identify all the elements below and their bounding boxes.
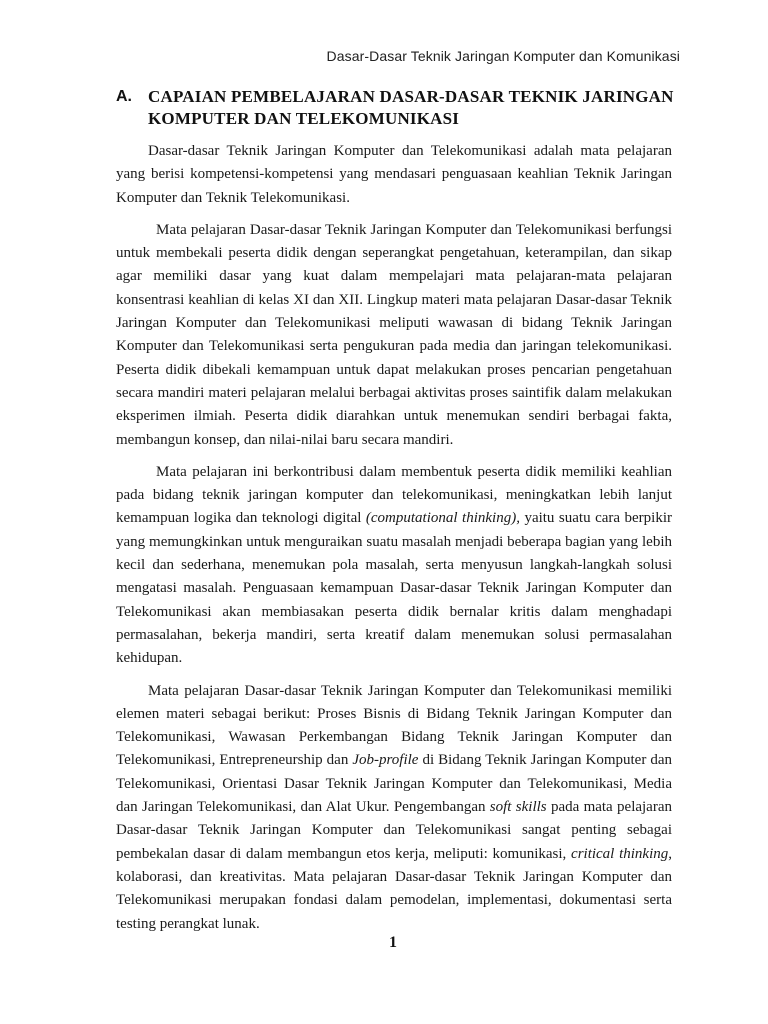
paragraph-4-italic-c: critical thinking <box>571 845 669 862</box>
paragraph-4-text-d: , kolaborasi, dan kreativitas. Mata pelajaran Dasar-dasar Teknik Jaringan Komputer dan Telekomunikasi merupakan fondasi dalam pemodelan, implementasi, dokumentasi serta testing perangkat lunak. <box>116 845 673 932</box>
section-title-line-2: KOMPUTER DAN TELEKOMUNIKASI <box>148 109 460 128</box>
paragraph-1: Dasar-dasar Teknik Jaringan Komputer dan Telekomunikasi adalah mata pelajaran yang berisi kompetensi-kompetensi yang mendasari penguasaan keahlian Teknik Jaringan Komputer dan Teknik Telekomunikasi. <box>116 143 672 206</box>
paragraph-4-italic-b: soft skills <box>489 799 547 816</box>
paragraph-3 <box>116 461 672 671</box>
section-heading <box>116 86 676 130</box>
section-title-line-1: CAPAIAN PEMBELAJARAN DASAR-DASAR TEKNIK JARINGAN <box>148 87 674 106</box>
section-letter: A. <box>116 88 132 105</box>
paragraph-4-text-c: pada mata pelajaran Dasar-dasar Teknik Jaringan Komputer dan Telekomunikasi sangat penting sebagai pembekalan dasar di dalam membangun etos kerja, meliputi: komunikasi, <box>116 799 672 862</box>
paragraph-2: Mata pelajaran Dasar-dasar Teknik Jaringan Komputer dan Telekomunikasi berfungsi untuk membekali peserta didik dengan seperangkat pengetahuan, keterampilan, dan sikap agar memiliki dasar yang kuat dalam mempelajari mata pelajaran-mata pelajaran konsentrasi keahlian di kelas XI dan XII. Lingkup materi mata pelajaran Dasar-dasar Teknik Jaringan Komputer dan Telekomunikasi meliputi wawasan di bidang Teknik Jaringan Komputer dan Telekomunikasi serta pengukuran pada media dan jaringan telekomunikasi. Peserta didik dibekali kemampuan untuk dapat melakukan proses pencarian pengetahuan secara mandiri materi pelajaran melalui berbagai aktivitas proses saintifik dalam melakukan eksperimen ilmiah. Peserta didik diarahkan untuk menemukan sendiri berbagai fakta, membangun konsep, dan nilai-nilai baru secara mandiri. <box>116 221 672 448</box>
paragraph-3-italic: (computational thinking), <box>365 510 520 527</box>
paragraph-3-text-b: yaitu suatu cara berpikir yang memungkinkan untuk menguraikan suatu masalah menjadi beberapa bagian yang lebih kecil dan sederhana, menemukan pola masalah, serta menyusun langkah-langkah solusi mengatasi masalah. Penguasaan kemampuan Dasar-dasar Teknik Jaringan Komputer dan Telekomunikasi akan membiasakan peserta didik bernalar kritis dalam menghadapi permasalahan, bekerja mandiri, serta kreatif dalam menemukan solusi permasalahan kehidupan. <box>116 510 673 667</box>
paragraph-4-text-b: di Bidang Teknik Jaringan Komputer dan Telekomunikasi, Orientasi Dasar Teknik Jaringan Komputer dan Telekomunikasi, Media dan Jaringan Telekomunikasi, dan Alat Ukur. Pengembangan <box>116 752 672 816</box>
body-text <box>116 140 672 945</box>
paragraph-4 <box>116 680 672 936</box>
paragraph-4-text-a: Mata pelajaran Dasar-dasar Teknik Jaringan Komputer dan Telekomunikasi memiliki elemen materi sebagai berikut: Proses Bisnis di Bidang Teknik Jaringan Komputer dan Telekomunikasi, Wawasan Perkembangan Bidang Teknik Jaringan Komputer dan Telekomunikasi, Entrepreneurship dan <box>116 682 672 769</box>
page-number: 1 <box>389 934 397 951</box>
section-title <box>148 86 676 130</box>
running-header: Dasar-Dasar Teknik Jaringan Komputer dan Komunikasi <box>326 48 680 64</box>
paragraph-4-italic-a: Job-profile <box>352 752 419 769</box>
paragraph-3-text-a: Mata pelajaran ini berkontribusi dalam membentuk peserta didik memiliki keahlian pada bidang teknik jaringan komputer dan telekomunikasi, meningkatkan lebih lanjut kemampuan logika dan teknologi digital <box>116 463 672 527</box>
